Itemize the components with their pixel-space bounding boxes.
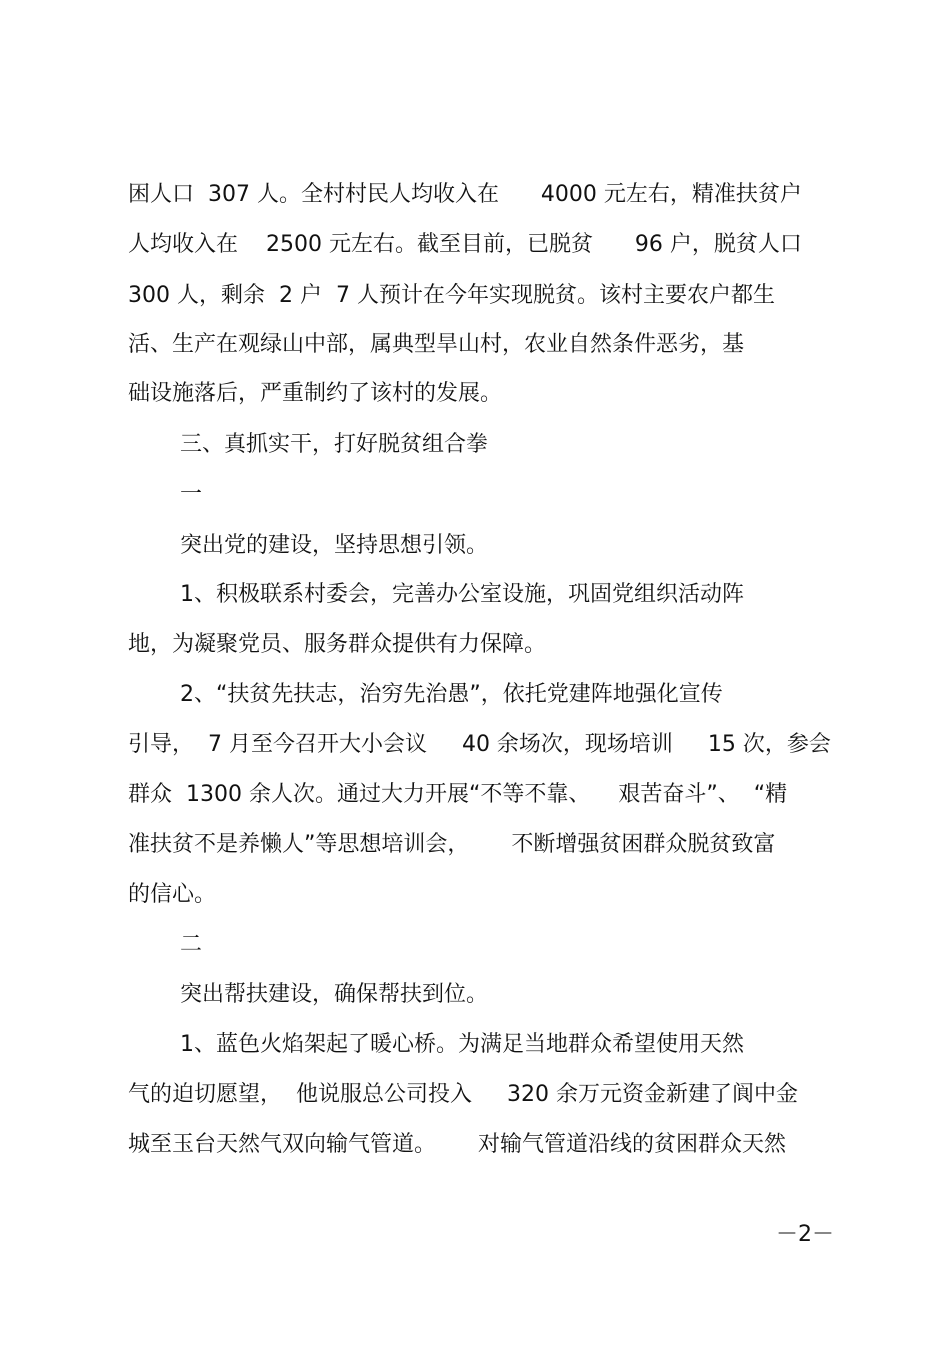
text-line: 1、蓝色火焰架起了暖心桥。为满足当地群众希望使用天然	[180, 1032, 744, 1057]
text-line: 活、生产在观绿山中部，属典型旱山村，农业自然条件恶劣，基	[128, 332, 745, 357]
text-line: 2、“扶贫先扶志，治穷先治愚”，依托党建阵地强化宣传	[180, 682, 723, 707]
text-line: 城至玉台天然气双向输气管道。 对输气管道沿线的贫困群众天然	[128, 1132, 786, 1157]
subsection-number: 一	[180, 482, 203, 507]
text-line: 气的迫切愿望， 他说服总公司投入 320 余万元资金新建了阆中金	[128, 1082, 798, 1107]
text-line: 群众 1300 余人次。通过大力开展“不等不靠、 艰苦奋斗”、 “精	[128, 782, 788, 807]
text-line: 地，为凝聚党员、服务群众提供有力保障。	[128, 632, 547, 657]
section-heading: 三、真抓实干，打好脱贫组合拳	[180, 432, 489, 457]
text-line: 人均收入在 2500 元左右。截至目前，已脱贫 96 户，脱贫人口	[128, 232, 802, 257]
subsection-heading: 突出党的建设，坚持思想引领。	[180, 533, 489, 558]
subsection-number: 二	[180, 932, 203, 957]
text-line: 础设施落后，严重制约了该村的发展。	[128, 381, 503, 406]
text-line: 困人口 307 人。全村村民人均收入在 4000 元左右，精准扶贫户	[128, 182, 802, 207]
text-line: 的信心。	[128, 882, 217, 907]
page-number: －2－	[776, 1222, 834, 1247]
text-line: 引导， 7 月至今召开大小会议 40 余场次，现场培训 15 次，参会	[128, 732, 831, 757]
text-line: 准扶贫不是养懒人”等思想培训会， 不断增强贫困群众脱贫致富	[128, 832, 776, 857]
subsection-heading: 突出帮扶建设，确保帮扶到位。	[180, 982, 489, 1007]
text-line: 300 人，剩余 2 户 7 人预计在今年实现脱贫。该村主要农户都生	[128, 283, 775, 308]
text-line: 1、积极联系村委会，完善办公室设施，巩固党组织活动阵	[180, 582, 744, 607]
